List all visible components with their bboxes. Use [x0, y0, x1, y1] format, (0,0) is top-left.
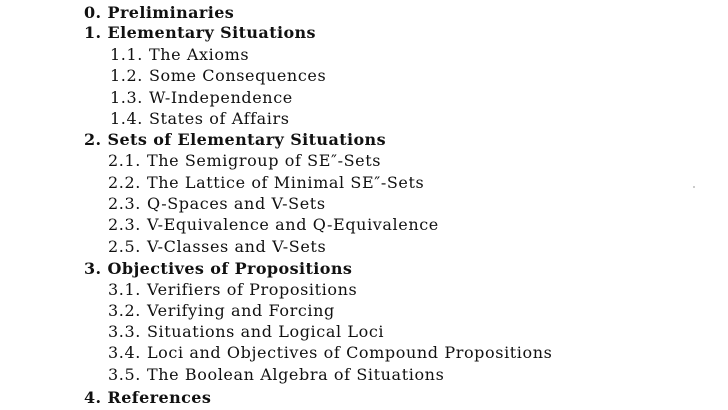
subsection-title: Situations and Logical Loci: [146, 322, 385, 341]
subsection-title: The Boolean Algebra of Situations: [146, 365, 445, 384]
subsection-number: 3.4.: [108, 343, 141, 362]
toc-subsection-1-2: [110, 66, 326, 86]
toc-section-0: [84, 3, 234, 23]
subsection-number: 3.2.: [108, 301, 141, 320]
toc-subsection-1-3: [110, 88, 293, 108]
toc-subsection-3-2: [108, 301, 335, 321]
toc-section-2: [84, 130, 386, 150]
subsection-title: Loci and Objectives of Compound Propositions: [146, 343, 553, 362]
subsection-title: W-Independence: [148, 88, 293, 107]
subsection-title: V-Equivalence and Q-Equivalence: [146, 215, 439, 234]
subsection-number: 2.5.: [108, 237, 141, 256]
toc-subsection-2-1: [108, 151, 381, 171]
toc-subsection-3-5: [108, 365, 444, 385]
toc-subsection-1-4: [110, 109, 290, 129]
subsection-title: Verifiers of Propositions: [146, 280, 358, 299]
toc-subsection-2-2: [108, 173, 424, 193]
section-title: Sets of Elementary Situations: [107, 130, 386, 149]
section-number: 1.: [84, 23, 102, 42]
toc-subsection-2-3: [108, 194, 326, 214]
subsection-number: 3.5.: [108, 365, 141, 384]
subsection-number: 2.2.: [108, 173, 141, 192]
subsection-number: 1.4.: [110, 109, 143, 128]
section-title: Elementary Situations: [107, 23, 316, 42]
subsection-title: V-Classes and V-Sets: [146, 237, 327, 256]
subsection-title: The Semigroup of SE″-Sets: [146, 151, 382, 170]
toc-section-4: [84, 388, 211, 408]
section-number: 2.: [84, 130, 102, 149]
subsection-title: The Lattice of Minimal SE″-Sets: [146, 173, 425, 192]
toc-subsection-3-1: [108, 280, 357, 300]
subsection-title: The Axioms: [148, 45, 250, 64]
subsection-title: Q-Spaces and V-Sets: [146, 194, 326, 213]
section-number: 0.: [84, 3, 102, 22]
section-title: References: [107, 388, 212, 407]
toc-subsection-1-1: [110, 45, 249, 65]
subsection-number: 1.3.: [110, 88, 143, 107]
toc-section-3: [84, 259, 352, 279]
subsection-number: 2.3.: [108, 194, 141, 213]
subsection-number: 3.3.: [108, 322, 141, 341]
subsection-number: 2.3.: [108, 215, 141, 234]
subsection-title: Some Consequences: [148, 66, 327, 85]
scan-speck: [693, 186, 695, 188]
subsection-number: 2.1.: [108, 151, 141, 170]
section-number: 4.: [84, 388, 102, 407]
toc-subsection-3-4: [108, 343, 552, 363]
subsection-title: States of Affairs: [148, 109, 290, 128]
subsection-number: 3.1.: [108, 280, 141, 299]
toc-subsection-2-4: [108, 215, 439, 235]
toc-subsection-2-5: [108, 237, 326, 257]
subsection-number: 1.2.: [110, 66, 143, 85]
section-title: Objectives of Propositions: [107, 259, 353, 278]
section-title: Preliminaries: [107, 3, 235, 22]
toc-subsection-3-3: [108, 322, 384, 342]
toc-section-1: [84, 23, 316, 43]
subsection-number: 1.1.: [110, 45, 143, 64]
section-number: 3.: [84, 259, 102, 278]
subsection-title: Verifying and Forcing: [146, 301, 335, 320]
